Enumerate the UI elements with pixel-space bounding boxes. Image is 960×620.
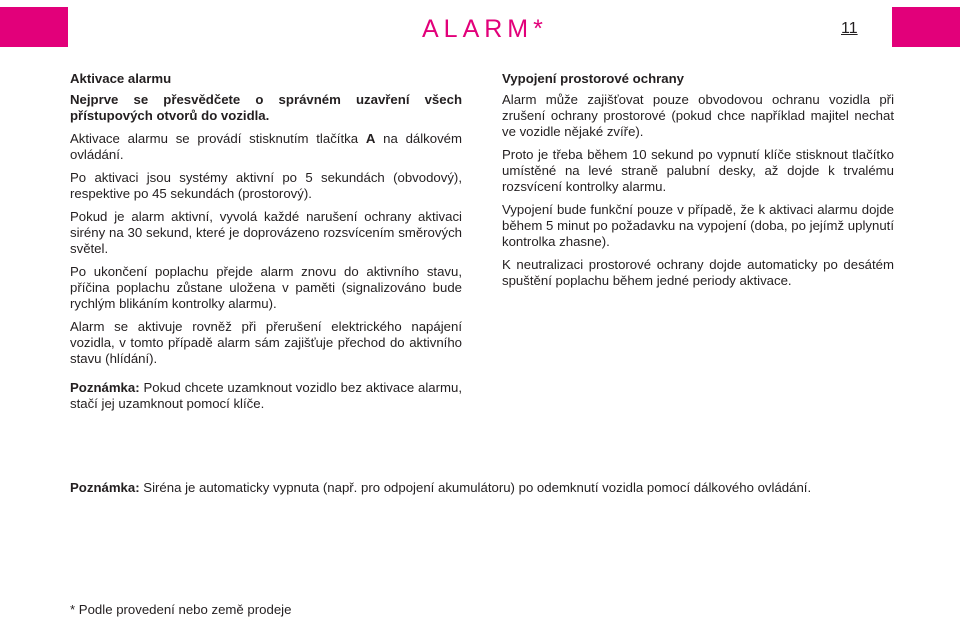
paragraph-power-cut: Alarm se aktivuje rovněž při přerušení elektrického napájení vozidla, v tomto případě alarm sám zajišťuje přechod do aktivního stavu (hlídání). xyxy=(70,319,462,366)
page-number: 11 xyxy=(841,20,858,37)
note-label: Poznámka: xyxy=(70,380,140,395)
note-label: Poznámka: xyxy=(70,480,140,495)
right-column xyxy=(502,71,894,296)
left-column xyxy=(70,71,462,419)
bottom-note xyxy=(70,480,930,496)
note-text: Pokud chcete uzamknout vozidlo bez aktivace alarmu, stačí jej uzamknout pomocí klíče. xyxy=(70,380,462,411)
accent-tab-left xyxy=(0,7,68,47)
section-heading-alarm-activation: Aktivace alarmu xyxy=(70,71,172,86)
paragraph-activation-delay: Po aktivaci jsou systémy aktivní po 5 sekundách (obvodový), respektive po 45 sekundách (prostorový). xyxy=(70,170,462,201)
lead-paragraph: Nejprve se přesvědčete o správném uzavření všech přístupových otvorů do vozidla. xyxy=(70,92,462,123)
paragraph-disable-procedure: Proto je třeba během 10 sekund po vypnutí klíče stisknout tlačítko umístěné na levé straně palubní desky, až dojde k trvalému rozsvícení kontrolky alarmu. xyxy=(502,147,894,194)
paragraph-siren: Pokud je alarm aktivní, vyvolá každé narušení ochrany aktivaci sirény na 30 sekund, které je doprovázeno rozsvícením směrových světel. xyxy=(70,209,462,256)
paragraph-perimeter-only: Alarm může zajišťovat pouze obvodovou ochranu vozidla při zrušení ochrany prostorové (pokud chce například majitel nechat ve vozidle nějaké zvíře). xyxy=(502,92,894,139)
note-lock-without-alarm xyxy=(70,380,462,412)
paragraph-activation-button xyxy=(70,131,462,163)
key-label: A xyxy=(365,131,376,146)
paragraph-after-alarm: Po ukončení poplachu přejde alarm znovu do aktivního stavu, příčina poplachu zůstane uložena v paměti (signalizováno bude rychlým blikáním kontrolky alarmu). xyxy=(70,264,462,311)
section-heading-volumetric-disable: Vypojení prostorové ochrany xyxy=(502,71,684,86)
accent-tab-right xyxy=(892,7,960,47)
footnote: * Podle provedení nebo země prodeje xyxy=(70,602,292,617)
paragraph-auto-neutralization: K neutralizaci prostorové ochrany dojde automaticky po desátém spuštění poplachu během jedné periody aktivace. xyxy=(502,257,894,288)
paragraph-text: na dálkovém ovládání. xyxy=(70,131,463,162)
paragraph-disable-condition: Vypojení bude funkční pouze v případě, že k aktivaci alarmu dojde během 5 minut po požadavku na vypojení (doba, po jejímž uplynutí kontrolka zhasne). xyxy=(502,202,894,249)
note-text: Siréna je automaticky vypnuta (např. pro odpojení akumulátoru) po odemknutí vozidla pomocí dálkového ovládání. xyxy=(139,480,812,495)
paragraph-text: Aktivace alarmu se provádí stisknutím tlačítka xyxy=(70,131,366,146)
page-title: ALARM* xyxy=(422,15,548,43)
